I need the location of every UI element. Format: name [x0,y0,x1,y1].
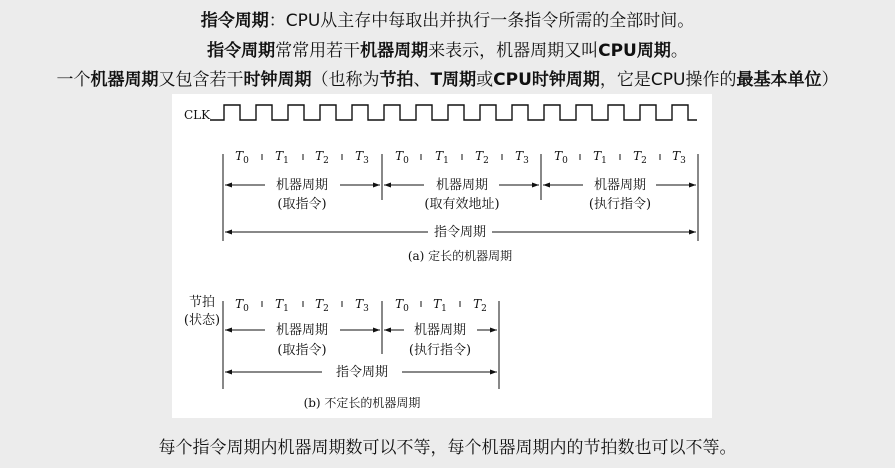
beat-subscript: 2 [323,304,329,314]
beat-subscript: 1 [443,156,449,166]
machine-cycle-label: 机器周期 [413,323,467,338]
state-side-label: (状态) [183,313,221,328]
beat-subscript: 3 [363,156,369,166]
term-t-cycle: T周期 [430,70,477,90]
beat-subscript: 2 [481,304,487,314]
machine-cycle-sub: (执行指令) [588,197,652,212]
beat-subscript: 3 [363,304,369,314]
clk-label: CLK [184,108,211,122]
definition-text: ：CPU从主存中每取出并执行一条指令所需的全部时间。 [268,11,695,31]
caption-b: (b) 不定长的机器周期 [303,396,421,410]
beat-label: $T_3$ [355,149,369,166]
beat-subscript: 0 [243,156,249,166]
beat-subscript: 1 [283,156,289,166]
beat-label: $T_0$ [235,297,249,314]
beat-label: $T_1$ [275,149,289,166]
text-segment: 又包含若干 [158,70,244,90]
beat-label: $T_2$ [633,149,647,166]
term-instruction-cycle-2: 指令周期 [207,41,276,61]
beat-subscript: 1 [441,304,447,314]
machine-cycle-sub: (取指令) [277,343,327,358]
machine-cycle-label: 机器周期 [275,323,329,338]
text-segment: ） [821,70,839,90]
beat-label: $T_2$ [315,149,329,166]
beat-subscript: 0 [403,156,409,166]
beat-subscript: 0 [243,304,249,314]
term-cpu-clock-cycle: CPU时钟周期 [493,70,600,90]
term-machine-cycle: 机器周期 [360,41,429,61]
text-segment: 或 [476,70,494,90]
term-instruction-cycle: 指令周期 [200,11,269,31]
beat-label: $T_0$ [395,297,409,314]
term-basic-unit: 最基本单位 [736,70,822,90]
beat-subscript: 0 [403,304,409,314]
beat-label: $T_2$ [473,297,487,314]
beat-subscript: 2 [641,156,647,166]
term-cpu-cycle: CPU周期 [598,41,671,61]
beat-label: $T_3$ [515,149,529,166]
beat-label: $T_1$ [435,149,449,166]
beat-subscript: 0 [562,156,568,166]
text-segment: 。 [670,41,688,61]
timing-diagram-svg [172,94,712,418]
machine-cycle-sub: (执行指令) [408,343,472,358]
beat-label: $T_3$ [672,149,686,166]
beat-label: $T_3$ [355,297,369,314]
text-segment: 来表示，机器周期又叫 [428,41,599,61]
instruction-cycle-label: 指令周期 [335,365,389,380]
machine-cycle-sub: (取指令) [277,197,327,212]
machine-cycle-label: 机器周期 [593,178,647,193]
beat-subscript: 2 [483,156,489,166]
text-segment: （也称为 [311,70,380,90]
beat-subscript: 3 [680,156,686,166]
term-machine-cycle-2: 机器周期 [90,70,159,90]
machine-cycle-label: 机器周期 [275,178,329,193]
beat-label: $T_2$ [315,297,329,314]
machine-cycle-label: 机器周期 [435,178,489,193]
text-segment: 常常用若干 [275,41,361,61]
clock-waveform [210,105,697,120]
beat-subscript: 3 [523,156,529,166]
definition-clock-cycle [0,65,895,90]
definition-instruction-cycle [0,6,895,31]
beat-subscript: 1 [601,156,607,166]
caption-a: (a) 定长的机器周期 [407,249,513,263]
beat-label: $T_1$ [593,149,607,166]
timing-figure [172,94,712,418]
beat-subscript: 2 [323,156,329,166]
footer-note: 每个指令周期内机器周期数可以不等，每个机器周期内的节拍数也可以不等。 [158,438,737,458]
beat-label: $T_0$ [235,149,249,166]
beat-label: $T_0$ [395,149,409,166]
text-segment: 、 [413,70,431,90]
beat-label: $T_1$ [275,297,289,314]
text-segment: 一个 [56,70,91,90]
term-beat: 节拍 [379,70,414,90]
instruction-cycle-label: 指令周期 [433,225,487,240]
machine-cycle-sub: (取有效地址) [424,197,500,212]
beat-label: $T_1$ [433,297,447,314]
term-clock-cycle: 时钟周期 [243,70,312,90]
definition-machine-cycle [0,36,895,61]
beat-label: $T_2$ [475,149,489,166]
beat-side-label: 节拍 [188,295,216,310]
beat-label: $T_0$ [554,149,568,166]
beat-subscript: 1 [283,304,289,314]
text-segment: ，它是CPU操作的 [599,70,737,90]
